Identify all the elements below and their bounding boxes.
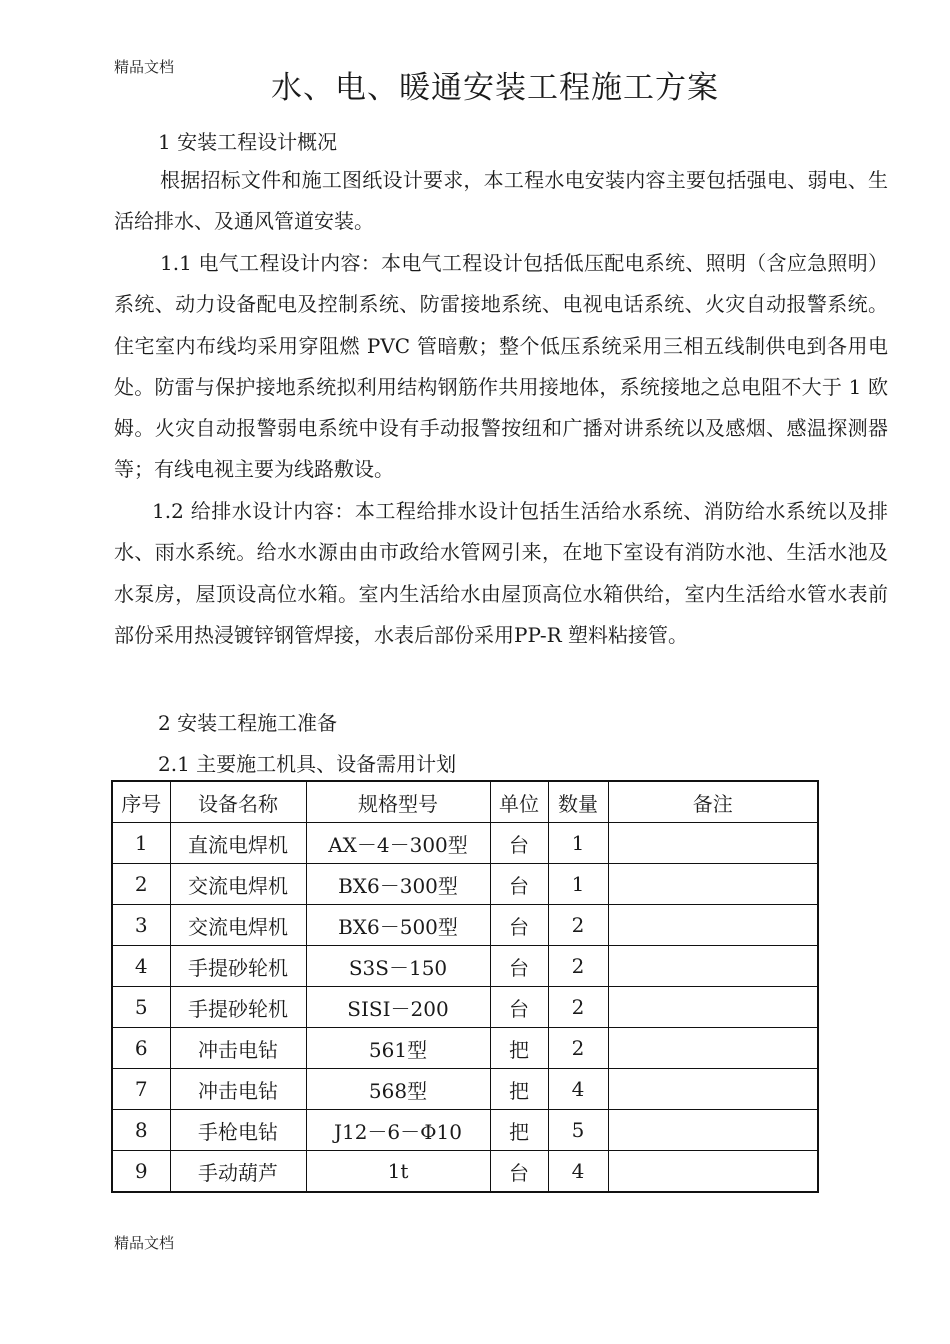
header-model: 规格型号: [306, 781, 490, 823]
table-row: [112, 1028, 818, 1069]
section1-1-paragraph: 1.1 电气工程设计内容：本电气工程设计包括低压配电系统、照明（含应急照明）系统、动力设备配电及控制系统、防雷接地系统、电视电话系统、火灾自动报警系统。住宅室内布线均采用穿阻燃 PVC 管暗敷；整个低压系统采用三相五线制供电到各用电处。防雷与保护接地系统拟利用结构钢筋作共用接地体，系统接地之总电阻不大于 1 欧姆。火灾自动报警弱电系统中设有手动报警按纽和广播对讲系统以及感烟、感温探测器等；有线电视主要为线路敷设。: [114, 251, 888, 482]
cell-remarks: [608, 987, 818, 1028]
cell-model: SISI－200: [306, 987, 490, 1028]
section1-intro: 根据招标文件和施工图纸设计要求，本工程水电安装内容主要包括强电、弱电、生活给排水、及通风管道安装。: [114, 168, 888, 234]
cell-equipment-name: 交流电焊机: [170, 905, 306, 946]
table-row: [112, 1110, 818, 1151]
header-equipment-name: 设备名称: [170, 781, 306, 823]
cell-quantity: 1: [548, 864, 608, 905]
cell-equipment-name: 冲击电钻: [170, 1028, 306, 1069]
cell-unit: 把: [490, 1028, 548, 1069]
page-title: 水、电、暖通安装工程施工方案: [271, 70, 719, 106]
cell-quantity: 2: [548, 905, 608, 946]
section2-heading: 2 安装工程施工准备: [158, 711, 338, 735]
cell-model: J12－6－Φ10: [306, 1110, 490, 1151]
cell-unit: 台: [490, 864, 548, 905]
equipment-table: [111, 780, 819, 1193]
section1-heading: 1 安装工程设计概况: [158, 130, 338, 154]
cell-model: 1t: [306, 1151, 490, 1193]
cell-unit: 台: [490, 987, 548, 1028]
cell-quantity: 4: [548, 1151, 608, 1193]
cell-index: 1: [112, 823, 170, 864]
cell-index: 9: [112, 1151, 170, 1193]
section1-2-paragraph: 1.2 给排水设计内容：本工程给排水设计包括生活给水系统、消防给水系统以及排水、雨水系统。给水水源由由市政给水管网引来，在地下室设有消防水池、生活水池及水泵房，屋顶设高位水箱。室内生活给水由屋顶高位水箱供给，室内生活给水管水表前部份采用热浸镀锌钢管焊接，水表后部份采用PP-R 塑料粘接管。: [114, 499, 888, 647]
header-unit: 单位: [490, 781, 548, 823]
cell-remarks: [608, 1028, 818, 1069]
table-row: [112, 987, 818, 1028]
header-remarks: 备注: [608, 781, 818, 823]
header-quantity: 数量: [548, 781, 608, 823]
cell-equipment-name: 手提砂轮机: [170, 946, 306, 987]
cell-unit: 把: [490, 1069, 548, 1110]
cell-model: AX－4－300型: [306, 823, 490, 864]
cell-remarks: [608, 1110, 818, 1151]
cell-quantity: 1: [548, 823, 608, 864]
cell-equipment-name: 手动葫芦: [170, 1151, 306, 1193]
cell-equipment-name: 交流电焊机: [170, 864, 306, 905]
cell-equipment-name: 直流电焊机: [170, 823, 306, 864]
cell-quantity: 2: [548, 1028, 608, 1069]
header-index: 序号: [112, 781, 170, 823]
table-row: [112, 864, 818, 905]
cell-index: 6: [112, 1028, 170, 1069]
table-row: [112, 1151, 818, 1193]
cell-quantity: 4: [548, 1069, 608, 1110]
cell-index: 7: [112, 1069, 170, 1110]
cell-remarks: [608, 823, 818, 864]
cell-model: 568型: [306, 1069, 490, 1110]
cell-unit: 台: [490, 823, 548, 864]
cell-equipment-name: 冲击电钻: [170, 1069, 306, 1110]
cell-equipment-name: 手提砂轮机: [170, 987, 306, 1028]
cell-index: 5: [112, 987, 170, 1028]
table-row: [112, 905, 818, 946]
cell-index: 3: [112, 905, 170, 946]
watermark-top: 精品文档: [114, 58, 175, 76]
section2-1-heading: 2.1 主要施工机具、设备需用计划: [158, 752, 457, 776]
cell-model: BX6－500型: [306, 905, 490, 946]
cell-model: BX6－300型: [306, 864, 490, 905]
cell-quantity: 5: [548, 1110, 608, 1151]
cell-index: 4: [112, 946, 170, 987]
cell-unit: 台: [490, 905, 548, 946]
table-header-row: [112, 781, 818, 823]
cell-unit: 台: [490, 946, 548, 987]
table-row: [112, 1069, 818, 1110]
cell-equipment-name: 手枪电钻: [170, 1110, 306, 1151]
cell-remarks: [608, 1151, 818, 1193]
cell-model: 561型: [306, 1028, 490, 1069]
watermark-bottom: 精品文档: [114, 1234, 175, 1252]
cell-quantity: 2: [548, 987, 608, 1028]
cell-remarks: [608, 905, 818, 946]
table-row: [112, 823, 818, 864]
cell-quantity: 2: [548, 946, 608, 987]
cell-remarks: [608, 1069, 818, 1110]
cell-index: 2: [112, 864, 170, 905]
table-row: [112, 946, 818, 987]
cell-index: 8: [112, 1110, 170, 1151]
cell-model: S3S－150: [306, 946, 490, 987]
cell-unit: 台: [490, 1151, 548, 1193]
cell-remarks: [608, 946, 818, 987]
cell-unit: 把: [490, 1110, 548, 1151]
cell-remarks: [608, 864, 818, 905]
